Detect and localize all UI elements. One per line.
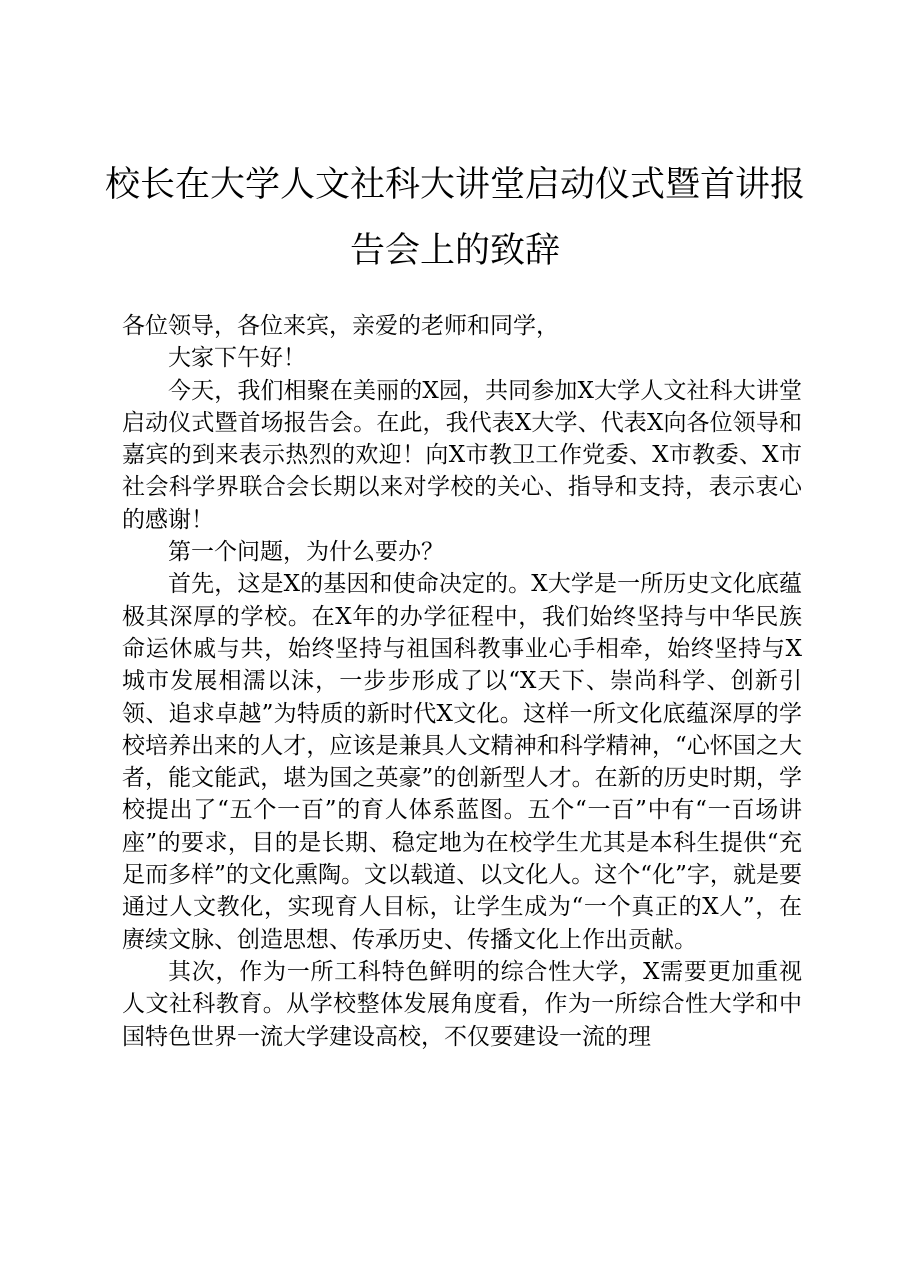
paragraph-intro: 今天，我们相聚在美丽的X园，共同参加X大学人文社科大讲堂启动仪式暨首场报告会。在此，我代表X大学、代表X向各位领导和嘉宾的到来表示热烈的欢迎！向X市教卫工作党委、X市教委、X市社会科学界联合会长期以来对学校的关心、指导和支持，表示衷心的感谢！ bbox=[122, 377, 802, 533]
salutation: 各位领导，各位来宾，亲爱的老师和同学， bbox=[122, 313, 559, 339]
greeting: 大家下午好！ bbox=[168, 345, 306, 372]
document-body bbox=[122, 310, 802, 1053]
paragraph-first: 首先，这是X的基因和使命决定的。X大学是一所历史文化底蕴极其深厚的学校。在X年的办学征程中，我们始终坚持与中华民族命运休戚与共，始终坚持与祖国科教事业心手相牵，始终坚持与X城市发展相濡以沫，一步步形成了以“X天下、崇尚科学、创新引领、追求卓越”为特质的新时代X文化。这样一所文化底蕴深厚的学校培养出来的人才，应该是兼具人文精神和科学精神，“心怀国之大者，能文能武，堪为国之英豪”的创新型人才。在新的历史时期，学校提出了“五个一百”的育人体系蓝图。五个“一百”中有“一百场讲座”的要求，目的是长期、稳定地为在校学生尤其是本科生提供“充足而多样”的文化熏陶。文以载道、以文化人。这个“化”字，就是要通过人文教化，实现育人目标，让学生成为“一个真正的X人”，在赓续文脉、创造思想、传承历史、传播文化上作出贡献。 bbox=[122, 571, 802, 953]
document-title: 校长在大学人文社科大讲堂启动仪式暨首讲报告会上的致辞 bbox=[104, 165, 805, 271]
section-heading: 第一个问题，为什么要办？ bbox=[168, 539, 444, 566]
paragraph-second: 其次，作为一所工科特色鲜明的综合性大学，X需要更加重视人文社科教育。从学校整体发展角度看，作为一所综合性大学和中国特色世界一流大学建设高校，不仅要建设一流的理 bbox=[122, 958, 802, 1050]
